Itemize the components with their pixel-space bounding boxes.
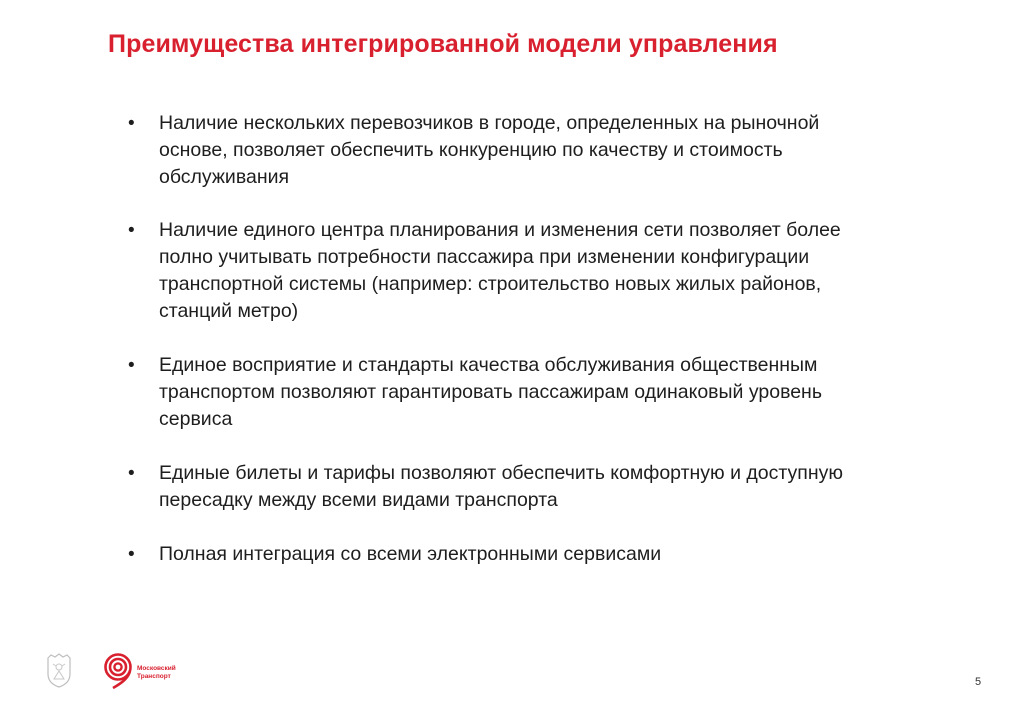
bullet-item — [128, 110, 948, 191]
bullet-item — [128, 541, 948, 568]
page-number: 5 — [975, 676, 982, 688]
moscow-transport-logo — [104, 651, 176, 694]
logo-text — [137, 665, 176, 681]
bullet-line: полно учитывать потребности пассажира при изменении конфигурации — [159, 246, 810, 268]
moscow-transport-logo-icon — [104, 651, 134, 694]
bullet-line: Полная интеграция со всеми электронными сервисами — [159, 543, 662, 565]
bullet-item — [128, 460, 948, 514]
bullet-line: Наличие единого центра планирования и изменения сети позволяет более — [159, 219, 841, 241]
moscow-coat-of-arms-icon — [46, 652, 72, 688]
bullet-line: сервиса — [159, 408, 233, 430]
bullet-line: станций метро) — [159, 300, 299, 322]
bullet-marker: • — [128, 355, 135, 376]
bullet-line: транспортом позволяют гарантировать пассажирам одинаковый уровень — [159, 381, 822, 403]
bullet-line: Единые билеты и тарифы позволяют обеспечить комфортную и доступную — [159, 462, 843, 484]
bullet-marker: • — [128, 113, 135, 134]
bullet-line: основе, позволяет обеспечить конкуренцию по качеству и стоимость — [159, 139, 783, 161]
bullet-line: пересадку между всеми видами транспорта — [159, 489, 558, 511]
bullet-line: Единое восприятие и стандарты качества обслуживания общественным — [159, 354, 818, 376]
bullet-line: Наличие нескольких перевозчиков в городе, определенных на рыночной — [159, 112, 820, 134]
slide-title: Преимущества интегрированной модели управления — [108, 30, 778, 58]
logo-text-line2: Транспорт — [137, 672, 171, 680]
bullet-marker: • — [128, 544, 135, 565]
bullet-line: обслуживания — [159, 166, 290, 188]
bullet-list — [128, 110, 948, 595]
bullet-line: транспортной системы (например: строительство новых жилых районов, — [159, 273, 822, 295]
bullet-marker: • — [128, 220, 135, 241]
bullet-marker: • — [128, 463, 135, 484]
bullet-item — [128, 352, 948, 433]
bullet-item — [128, 217, 948, 325]
logo-text-line1: Московский — [137, 664, 176, 672]
